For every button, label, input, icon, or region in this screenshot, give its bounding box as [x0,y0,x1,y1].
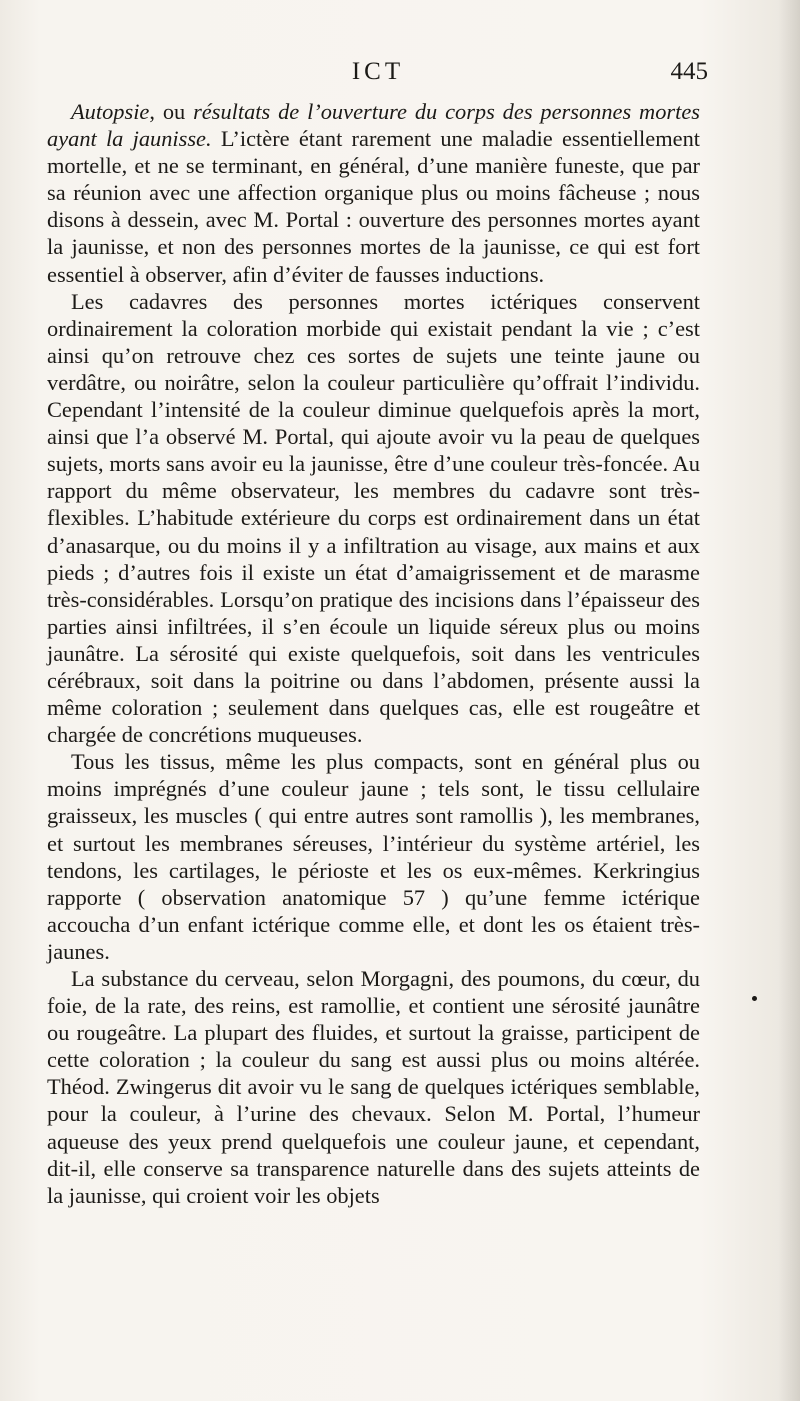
body-text [47,98,700,1209]
paragraph-text: L’ictère étant rarement une maladie essentiellement mortelle, et ne se terminant, en général, d’une manière funeste, que par sa réunion avec une affection organique plus ou moins fâcheuse ; nous disons à dessein, avec M. Portal : ouverture des personnes mortes ayant la jaunisse, et non des personnes mortes de la jaunisse, ce qui est fort essentiel à observer, afin d’éviter de fausses inductions. [47,126,700,287]
paragraph-autopsie [47,98,700,288]
page-number: 445 [670,58,708,85]
page-header [48,58,708,92]
paragraph-tissus [47,748,700,965]
paragraph-cadavres [47,288,700,749]
paragraph-text: Les cadavres des personnes mortes ictériques conservent ordinairement la coloration morbide qui existait pendant la vie ; c’est ainsi qu’on retrouve chez ces sortes de sujets une teinte jaune ou verdâtre, ou noirâtre, selon la couleur particulière qu’offrait l’individu. Cependant l’intensité de la couleur diminue quelquefois après la mort, ainsi que l’a observé M. Portal, qui ajoute avoir vu la peau de quelques sujets, morts sans avoir eu la jaunisse, être d’une couleur très-foncée. Au rapport du même observateur, les membres du cadavre sont très-flexibles. L’habitude extérieure du corps est ordinairement dans un état d’anasarque, ou du moins il y a infiltration au visage, aux mains et aux pieds ; d’autres fois il existe un état d’amaigrissement et de marasme très-considérables. Lorsqu’on pratique des incisions dans l’épaisseur des parties ainsi infiltrées, il s’en écoule un liquide séreux plus ou moins jaunâtre. La sérosité qui existe quelquefois, soit dans les ventricules cérébraux, soit dans la poitrine ou dans l’abdomen, présente aussi la même coloration ; seulement dans quelques cas, elle est rougeâtre et chargée de concrétions muqueuses. [47,288,700,748]
paragraph-substance [47,965,700,1209]
paragraph-text: Tous les tissus, même les plus compacts, sont en général plus ou moins imprégnés d’une couleur jaune ; tels sont, le tissu cellulaire graisseux, les muscles ( qui entre autres sont ramollis ), les membranes, et surtout les membranes séreuses, l’intérieur du système artériel, les tendons, les cartilages, le périoste et les os eux-mêmes. Kerkringius rapporte ( observation anatomique 57 ) qu’une femme ictérique accoucha d’un enfant ictérique comme elle, et dont les os étaient très-jaunes. [47,749,700,964]
paragraph-text: La substance du cerveau, selon Morgagni, des poumons, du cœur, du foie, de la rate, des reins, est ramollie, et contient une sérosité jaunâtre ou rougeâtre. La plupart des fluides, et surtout la graisse, participent de cette coloration ; la couleur du sang est aussi plus ou moins altérée. Théod. Zwingerus dit avoir vu le sang de quelques ictériques semblable, pour la couleur, à l’urine des chevaux. Selon M. Portal, l’humeur aqueuse des yeux prend quelquefois une couleur jaune, et cependant, dit-il, elle conserve sa transparence naturelle dans des sujets atteints de la jaunisse, qui croient voir les objets [47,966,700,1208]
running-head: ICT [351,58,405,85]
section-title: résultats de l’ouverture du corps des personnes mortes ayant la jaunisse. [47,99,700,152]
page-edge-shadow [778,0,800,1401]
ink-speck [752,996,757,1001]
section-lead-joiner: , ou [149,99,194,124]
section-lead: Autopsie [71,99,150,124]
